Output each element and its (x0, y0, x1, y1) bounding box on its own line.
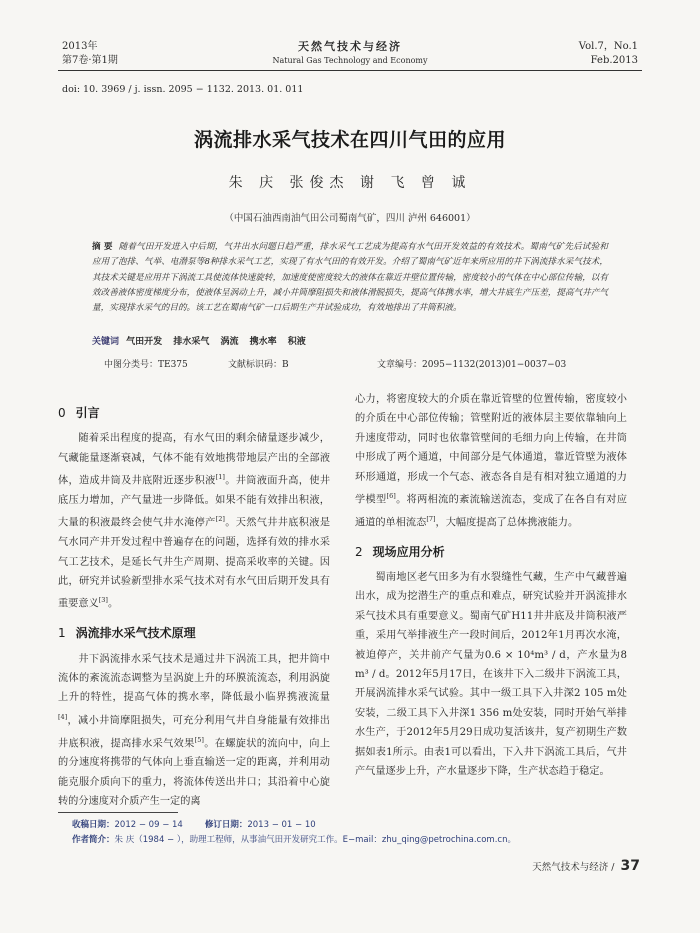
page-number: 37 (620, 858, 640, 874)
keyword: 排水采气 (173, 337, 210, 347)
abstract-label: 摘 要 (92, 242, 113, 252)
received-date: 2012 − 09 − 14 (114, 820, 183, 830)
journal-name-cn: 天然气技术与经济 (298, 40, 402, 53)
keywords-label: 关键词 (92, 337, 120, 347)
keyword: 携水率 (249, 337, 277, 347)
revised-date: 2013 − 01 − 10 (247, 820, 316, 830)
citation: [4] (58, 712, 68, 721)
footnote-dates: 收稿日期：2012 − 09 − 14 修订日期：2013 − 01 − 10 (72, 820, 316, 830)
footnote-divider (58, 812, 178, 813)
keyword: 积液 (287, 337, 306, 347)
journal-name-en: Natural Gas Technology and Economy (272, 56, 428, 65)
paragraph: 蜀南地区老气田多为有水裂缝性气藏，生产中气藏普遍出水，成为挖潜生产的重点和难点，研究试验并开涡流排水采气技术具有重要意义。蜀南气矿H11井井底及井筒积液严重，采用气举排液生产一段时间后，2012年1月再次水淹，被迫停产，关井前产气量为0.6 × 10⁴m³ / d，产水量为8 m³ / d。2012年5月17日，在该井下入二级井下涡流工具，开展涡流排水采气试验。其中一级工具下入井深2 105 m处安装，二级工具下入井深1 356 m处安装，同时开始气举排水生产，于2012年5月29日成功复活该井，复产初期生产数据如表1所示。由表1可以看出，下入井下涡流工具后，气井产气量逐步上升，产水量逐步下降，生产状态趋于稳定。 (355, 572, 627, 778)
citation: [7] (426, 514, 436, 523)
paper-title: 涡流排水采气技术在四川气田的应用 (193, 129, 506, 151)
paragraph: 心力，将密度较大的介质在靠近管壁的位置传输，密度较小的介质在中心部位传输；管壁附近的液体层主要依靠轴向上升速度带动，同时也依靠管壁间的毛细力向上传输，在井筒中形成了两个通道，中间部分是气体通道，靠近管壁为液体环形通道，形成一个气态、液态各自是有相对独立通道的力学模型[6]。将两相流的紊流输送流态，变成了在各自有对应通道的单相流态[7]，大幅度提高了总体携液能力。 (355, 394, 628, 529)
header-vol-no: Vol.7，No.1 (578, 41, 638, 52)
header-divider (58, 70, 642, 71)
citation: [1] (215, 473, 225, 482)
clc-number: 中图分类号：TE375 (104, 360, 188, 370)
keywords (92, 334, 314, 347)
doi: doi: 10. 3969 / j. issn. 2095 − 1132. 2013. 01. 011 (62, 84, 304, 95)
section-heading: 2 现场应用分析 (355, 544, 445, 559)
citation: [2] (215, 515, 225, 524)
section-heading: 0 引言 (58, 406, 100, 420)
page-footer (532, 858, 640, 874)
header-volume-cn: 第7卷·第1期 (62, 55, 118, 66)
authors: 朱 庆 张俊杰 谢 飞 曾 诚 (228, 175, 472, 191)
document-code: 文献标识码：B (228, 360, 289, 370)
citation: [5] (194, 735, 204, 744)
header-year: 2013年 (62, 41, 98, 52)
affiliation: （中国石油西南油气田公司蜀南气矿，四川 泸州 646001） (224, 213, 476, 224)
right-column (355, 390, 627, 782)
keyword: 气田开发 (126, 337, 163, 347)
citation: [3] (98, 596, 108, 605)
author-info: 朱 庆（1984 − ），助理工程师，从事油气田开发研究工作。E−mail：zhu_qing@petrochina.com.cn。 (114, 835, 516, 845)
header-date: Feb.2013 (590, 55, 638, 66)
paragraph: 井下涡流排水采气技术是通过井下涡流工具，把井筒中流体的紊流流态调整为呈涡旋上升的环膜流流态，利用涡旋上升的特性，提高气体的携水率，降低最小临界携液流量[4]，减小井筒摩阻损失，可充分利用气井自身能量有效排出井底积液，提高排水采气效果[5]。在螺旋状的流向中，向上的分速度将携带的气体向上垂直输送一定的距离，并利用动能克服介质向下的重力，将流体传送出井口；其沿着中心旋转的分速度对介质产生一定的离 (58, 653, 331, 808)
header-volume (579, 40, 638, 68)
footer-journal: 天然气技术与经济 / (532, 862, 615, 873)
paragraph: 随着采出程度的提高，有水气田的剩余储量逐步减少，气藏能量逐渐衰减，气体不能有效地携带地层产出的全部液体，造成井筒及井底附近逐步积液[1]。井筒液面升高，使井底压力增加，产气量进一步降低。如果不能有效排出积液，大量的积液最终会使气井水淹停产[2]。天然气井井底积液是气水同产井开发过程中普遍存在的问题，选择有效的排水采气工艺技术，是延长气井生产周期、提高采收率的关键。因此，研究并试验新型排水采气技术对有水气田后期开发具有重要意义[3]。 (58, 433, 331, 610)
abstract (92, 240, 608, 316)
abstract-text: 随着气田开发进入中后期，气井出水问题日趋严重，排水采气工艺成为提高有水气田开发效益的有效技术。蜀南气矿先后试验和应用了泡排、气举、电潜泵等8种排水采气工艺，实现了有水气田的有效开发。介绍了蜀南气矿近年来所应用的井下涡流排水采气技术，其技术关键是应用井下涡流工具使流体快速旋转，加速度使密度较大的液体在靠近井壁位置传输，密度较小的气体在中心部位传输，以有效改善液体密度梯度分布，使液体呈涡动上升，减小井筒摩阻损失和液体滑脱损失，提高气体携水率，增大井底生产压差，提高气井产气量，实现排水采气的目的。该工艺在蜀南气矿一口后期生产井试验成功，有效地排出了井筒积液。 (92, 242, 608, 314)
footnote-author: 作者简介：朱 庆（1984 − ），助理工程师，从事油气田开发研究工作。E−mail：zhu_qing@petrochina.com.cn。 (72, 835, 516, 845)
keyword: 涡流 (220, 337, 239, 347)
citation: [6] (386, 492, 396, 501)
left-column (58, 394, 330, 812)
section-heading: 1 涡流排水采气技术原理 (58, 626, 196, 641)
article-number: 文章编号：2095−1132(2013)01−0037−03 (377, 360, 567, 370)
